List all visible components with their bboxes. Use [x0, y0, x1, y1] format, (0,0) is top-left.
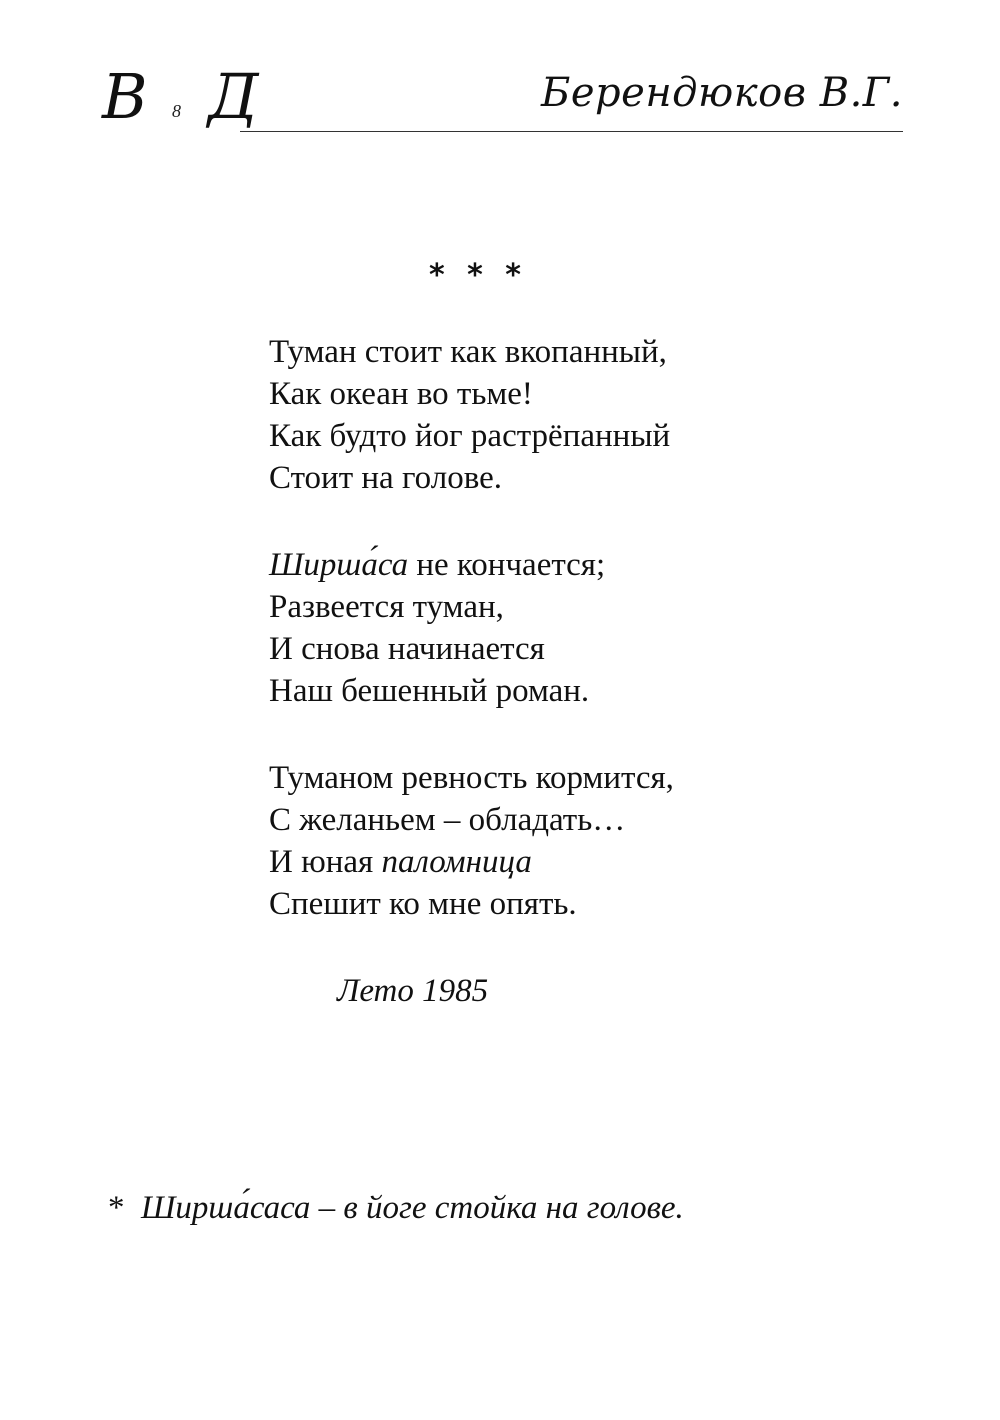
poem-line: И снова начинается — [269, 631, 545, 667]
poem-line: Спешит ко мне опять. — [269, 886, 577, 922]
poem-line — [269, 544, 674, 586]
header-right-initial: Д — [208, 60, 259, 133]
poem-line: Туманом ревность кормится, — [269, 760, 674, 796]
header-rule — [240, 131, 903, 132]
poem-line: Развеется туман, — [269, 589, 504, 625]
poem-line: Наш бешенный роман. — [269, 673, 590, 709]
poem-separator: * * * — [429, 258, 527, 293]
poem-line: Стоит на голове. — [269, 460, 502, 496]
poem-body — [269, 331, 674, 970]
line-text: не кончается; — [408, 547, 606, 583]
author-name: Берендюков В.Г. — [540, 70, 903, 116]
footnote — [108, 1190, 684, 1227]
italic-word: паломница — [381, 844, 532, 880]
poem-line: Как будто йог растрёпанный — [269, 418, 671, 454]
page-header — [100, 60, 905, 150]
poem-line: Туман стоит как вкопанный, — [269, 334, 667, 370]
line-text: И юная — [269, 844, 382, 880]
footnote-marker: * — [108, 1190, 125, 1226]
stanza — [269, 757, 674, 925]
header-left-initial: В — [102, 60, 148, 133]
poem-line: С желаньем – обладать… — [269, 802, 626, 838]
page-number: 8 — [172, 101, 181, 121]
footnote-definition: – в йоге стойка на голове. — [310, 1190, 684, 1226]
poem-date: Лето 1985 — [337, 973, 489, 1009]
poem-line: Как океан во тьме! — [269, 376, 533, 412]
italic-term: Ширша́са — [269, 547, 409, 583]
stanza — [269, 331, 674, 499]
stanza — [269, 544, 674, 712]
poem-line — [269, 841, 674, 883]
footnote-term: Ширша́саса — [141, 1190, 311, 1226]
